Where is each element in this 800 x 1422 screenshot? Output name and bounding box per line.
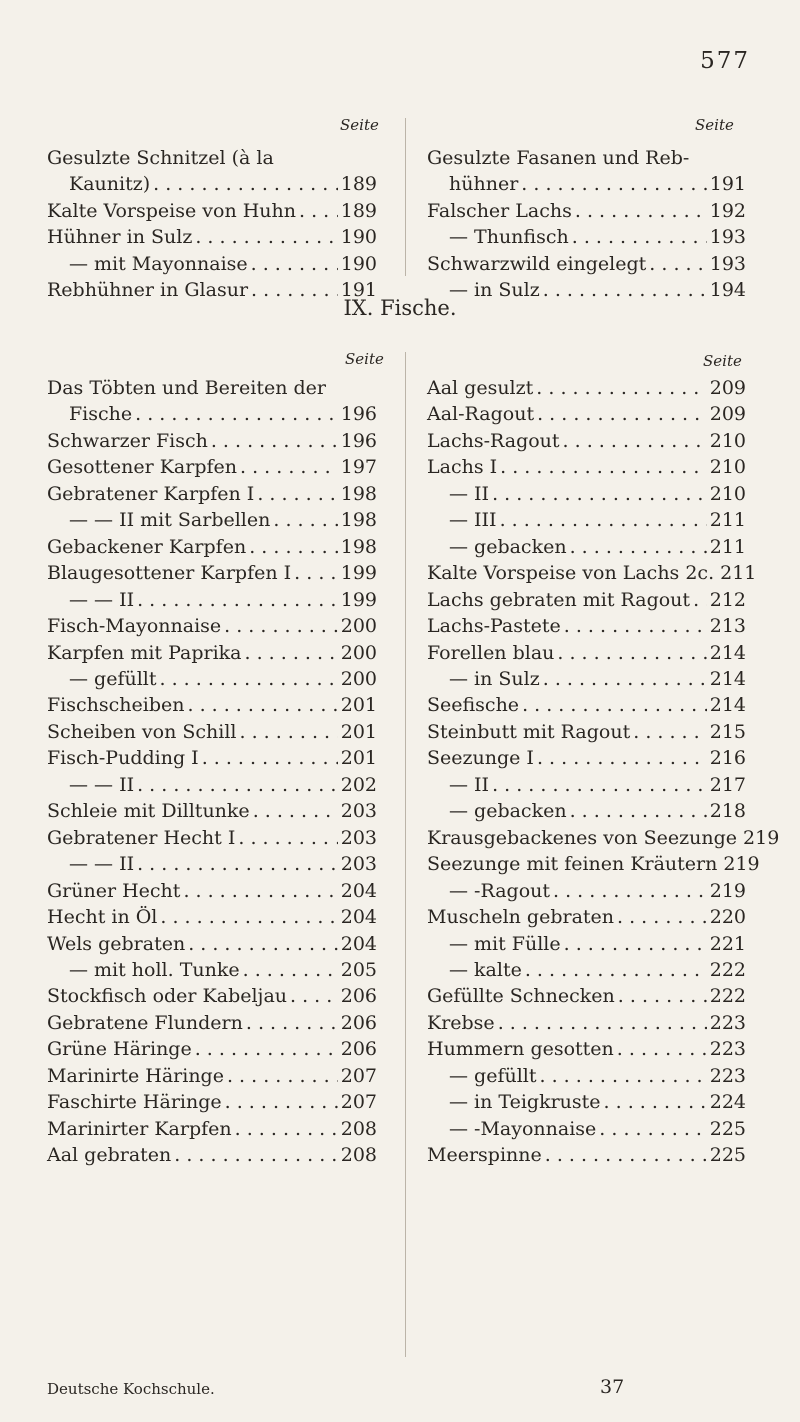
index-entry <box>427 401 746 427</box>
dot-leader <box>137 851 338 877</box>
entry-page: 203 <box>340 826 377 849</box>
index-entry <box>47 401 377 427</box>
index-entry <box>47 772 377 798</box>
entry-page: 210 <box>709 429 746 452</box>
dot-leader <box>187 692 337 718</box>
entry-title: — -Ragout <box>449 879 551 902</box>
index-entry <box>427 825 780 851</box>
entry-page: 190 <box>340 226 377 249</box>
top-column-divider <box>405 118 406 276</box>
dot-leader <box>202 745 338 771</box>
dot-leader <box>617 1036 707 1062</box>
dot-leader <box>570 798 707 824</box>
entry-page: 221 <box>709 932 746 955</box>
index-entry <box>427 878 746 904</box>
index-entry <box>47 454 377 480</box>
entry-title: Seezunge mit feinen Kräutern <box>427 853 718 876</box>
entry-title: Grüne Häringe <box>47 1038 192 1061</box>
index-entry <box>47 481 377 507</box>
entry-title: Aal gebraten <box>47 1144 172 1167</box>
dot-leader <box>693 587 707 613</box>
entry-title: Lachs gebraten mit Ragout <box>427 588 691 611</box>
entry-title: Faschirte Häringe <box>47 1091 222 1114</box>
entry-page: 214 <box>709 641 746 664</box>
entry-title: Fische <box>69 403 133 426</box>
index-entry <box>427 560 757 586</box>
dot-leader <box>238 825 337 851</box>
entry-title: — in Sulz <box>449 279 540 302</box>
entry-title: Gesulzte Fasanen und Reb- <box>427 147 690 169</box>
entry-title: Das Töbten und Bereiten der <box>47 377 326 399</box>
entry-page: 218 <box>709 800 746 823</box>
dot-leader <box>500 507 707 533</box>
entry-page: 222 <box>709 985 746 1008</box>
index-entry <box>47 957 377 983</box>
dot-leader <box>575 198 707 224</box>
dot-leader <box>649 251 706 277</box>
entry-page: 217 <box>709 773 746 796</box>
dot-leader <box>498 1010 707 1036</box>
index-entry <box>47 560 377 586</box>
entry-page: 219 <box>743 826 780 849</box>
dot-leader <box>183 878 337 904</box>
index-entry <box>427 534 746 560</box>
index-entry <box>47 666 377 692</box>
entry-page: 223 <box>709 1064 746 1087</box>
index-entry <box>427 481 746 507</box>
index-entry <box>427 587 746 613</box>
index-entry <box>47 878 377 904</box>
entry-page: 211 <box>709 535 746 558</box>
index-entry <box>427 198 746 224</box>
entry-page: 201 <box>340 694 377 717</box>
index-entry <box>47 640 377 666</box>
entry-title: — in Teigkruste <box>449 1091 601 1114</box>
entry-page: 194 <box>709 279 746 302</box>
dot-leader <box>543 666 707 692</box>
entry-page: 199 <box>340 588 377 611</box>
entry-title: — gebacken <box>449 535 567 558</box>
index-entry <box>47 251 377 277</box>
entry-title: Blaugesottener Karpfen I <box>47 562 292 585</box>
entry-title: Kalte Vorspeise von Lachs 2c. <box>427 562 715 585</box>
index-entry <box>47 745 377 771</box>
entry-page: 193 <box>709 252 746 275</box>
dot-leader <box>246 1010 338 1036</box>
index-entry <box>427 798 746 824</box>
entry-title: Aal-Ragout <box>427 403 535 426</box>
entry-title: — gefüllt <box>449 1064 537 1087</box>
dot-leader <box>599 1116 706 1142</box>
entry-page: 216 <box>709 747 746 770</box>
entry-page: 205 <box>340 958 377 981</box>
entry-title: Krausgebackenes von Seezunge <box>427 826 738 849</box>
dot-leader <box>564 931 707 957</box>
entry-title: Falscher Lachs <box>427 199 572 222</box>
entry-page: 198 <box>340 535 377 558</box>
main-right-index <box>427 375 780 1169</box>
index-entry <box>427 251 746 277</box>
entry-title: — Thunfisch <box>449 226 569 249</box>
dot-leader <box>160 666 338 692</box>
entry-title: Gebackener Karpfen <box>47 535 247 558</box>
entry-title: Krebse <box>427 1011 495 1034</box>
entry-page: 204 <box>340 932 377 955</box>
dot-leader <box>188 931 338 957</box>
main-right-column-head: Seite <box>703 352 742 370</box>
dot-leader <box>160 904 337 930</box>
index-entry <box>427 957 746 983</box>
top-left-column-head: Seite <box>340 116 379 134</box>
dot-leader <box>525 957 707 983</box>
entry-title: Gebratene Flundern <box>47 1011 243 1034</box>
entry-title: Schwarzer Fisch <box>47 429 208 452</box>
index-entry <box>47 587 377 613</box>
index-entry <box>427 428 746 454</box>
entry-title: — — II <box>69 588 135 611</box>
entry-page: 215 <box>709 720 746 743</box>
entry-title: — III <box>449 509 497 532</box>
entry-page: 214 <box>709 667 746 690</box>
entry-title: Karpfen mit Paprika <box>47 641 242 664</box>
dot-leader <box>617 904 707 930</box>
entry-page: 214 <box>709 694 746 717</box>
dot-leader <box>273 507 337 533</box>
index-entry <box>47 375 377 401</box>
dot-leader <box>537 401 707 427</box>
entry-page: 203 <box>340 853 377 876</box>
index-entry <box>427 1036 746 1062</box>
entry-page: 193 <box>709 226 746 249</box>
entry-title: Lachs-Pastete <box>427 615 561 638</box>
index-entry <box>47 198 377 224</box>
index-entry <box>427 1063 746 1089</box>
dot-leader <box>235 1116 338 1142</box>
entry-title: Gesottener Karpfen <box>47 456 238 479</box>
entry-page: 210 <box>709 456 746 479</box>
entry-page: 189 <box>340 199 377 222</box>
dot-leader <box>257 481 337 507</box>
entry-page: 206 <box>340 1011 377 1034</box>
dot-leader <box>211 428 338 454</box>
entry-title: — in Sulz <box>449 667 540 690</box>
index-entry <box>47 1063 377 1089</box>
dot-leader <box>522 692 707 718</box>
dot-leader <box>195 224 337 250</box>
entry-page: 219 <box>723 853 760 876</box>
entry-title: — — II <box>69 853 135 876</box>
entry-title: hühner <box>449 173 519 196</box>
main-left-column-head: Seite <box>345 350 384 368</box>
index-entry <box>47 1142 377 1168</box>
dot-leader <box>251 251 338 277</box>
index-entry <box>47 224 377 250</box>
top-left-index <box>47 145 377 304</box>
dot-leader <box>570 534 707 560</box>
index-entry <box>47 428 377 454</box>
entry-page: 220 <box>709 906 746 929</box>
entry-page: 212 <box>709 588 746 611</box>
entry-title: — kalte <box>449 958 522 981</box>
book-title-footer: Deutsche Kochschule. <box>47 1380 215 1398</box>
dot-leader <box>135 401 338 427</box>
dot-leader <box>492 481 707 507</box>
dot-leader <box>618 983 707 1009</box>
main-column-divider <box>405 352 406 1357</box>
index-entry <box>47 798 377 824</box>
entry-page: 211 <box>709 509 746 532</box>
entry-title: — mit holl. Tunke <box>69 958 240 981</box>
dot-leader <box>243 957 338 983</box>
entry-page: 198 <box>340 509 377 532</box>
entry-title: — — II mit Sarbellen <box>69 509 271 532</box>
dot-leader <box>224 613 338 639</box>
index-entry <box>427 772 746 798</box>
dot-leader <box>521 171 706 197</box>
entry-title: Scheiben von Schill <box>47 720 237 743</box>
entry-page: 192 <box>709 199 746 222</box>
dot-leader <box>294 560 338 586</box>
index-entry <box>427 507 746 533</box>
dot-leader <box>553 878 707 904</box>
main-left-index <box>47 375 377 1169</box>
index-entry <box>427 375 746 401</box>
entry-title: Hecht in Öl <box>47 906 158 929</box>
entry-title: Fischscheiben <box>47 694 185 717</box>
entry-title: Marinirter Karpfen <box>47 1117 232 1140</box>
dot-leader <box>500 454 707 480</box>
index-entry <box>427 931 746 957</box>
entry-page: 204 <box>340 906 377 929</box>
dot-leader <box>239 719 337 745</box>
entry-page: 196 <box>340 403 377 426</box>
index-entry <box>47 613 377 639</box>
entry-title: Stockfisch oder Kabeljau <box>47 985 288 1008</box>
entry-page: 225 <box>709 1117 746 1140</box>
entry-title: Gesulzte Schnitzel (à la <box>47 147 274 169</box>
entry-page: 224 <box>709 1091 746 1114</box>
dot-leader <box>174 1142 337 1168</box>
dot-leader <box>633 719 707 745</box>
entry-title: Kaunitz) <box>69 173 151 196</box>
index-entry <box>47 719 377 745</box>
entry-title: Rebhühner in Glasur <box>47 279 249 302</box>
index-entry <box>427 454 746 480</box>
dot-leader <box>557 640 706 666</box>
dot-leader <box>492 772 707 798</box>
entry-page: 208 <box>340 1144 377 1167</box>
entry-page: 206 <box>340 985 377 1008</box>
index-entry <box>47 851 377 877</box>
index-entry <box>427 1116 746 1142</box>
entry-page: 191 <box>709 173 746 196</box>
entry-page: 201 <box>340 747 377 770</box>
entry-page: 204 <box>340 879 377 902</box>
entry-page: 189 <box>340 173 377 196</box>
entry-title: Lachs I <box>427 456 498 479</box>
index-entry <box>47 507 377 533</box>
dot-leader <box>225 1089 338 1115</box>
entry-page: 199 <box>340 562 377 585</box>
index-entry <box>47 1010 377 1036</box>
entry-page: 191 <box>340 279 377 302</box>
dot-leader <box>227 1063 338 1089</box>
index-entry <box>427 613 746 639</box>
entry-title: Hummern gesotten <box>427 1038 614 1061</box>
entry-page: 209 <box>709 377 746 399</box>
index-entry <box>47 825 377 851</box>
entry-title: — — II <box>69 773 135 796</box>
entry-title: Grüner Hecht <box>47 879 181 902</box>
page-number: 577 <box>700 48 750 74</box>
entry-title: Schleie mit Dilltunke <box>47 800 250 823</box>
top-right-index <box>427 145 746 304</box>
entry-page: 209 <box>709 403 746 426</box>
entry-title: Fisch-Mayonnaise <box>47 615 222 638</box>
index-entry <box>427 692 746 718</box>
index-entry <box>427 904 746 930</box>
dot-leader <box>137 772 338 798</box>
index-entry <box>47 1089 377 1115</box>
entry-title: — gefüllt <box>69 667 157 690</box>
dot-leader <box>536 375 706 401</box>
entry-title: — mit Mayonnaise <box>69 252 248 275</box>
index-entry <box>427 745 746 771</box>
entry-page: 198 <box>340 482 377 505</box>
entry-title: Seezunge I <box>427 747 534 770</box>
dot-leader <box>153 171 338 197</box>
index-entry <box>47 983 377 1009</box>
dot-leader <box>137 587 338 613</box>
entry-title: Kalte Vorspeise von Huhn <box>47 199 297 222</box>
dot-leader <box>540 1063 707 1089</box>
index-entry <box>427 145 746 171</box>
entry-page: 200 <box>340 615 377 638</box>
entry-page: 207 <box>340 1091 377 1114</box>
index-entry <box>427 1089 746 1115</box>
index-entry <box>47 692 377 718</box>
index-entry <box>47 534 377 560</box>
entry-page: 203 <box>340 800 377 823</box>
entry-page: 211 <box>720 562 757 585</box>
entry-title: Marinirte Häringe <box>47 1064 224 1087</box>
index-entry <box>427 719 746 745</box>
entry-title: Steinbutt mit Ragout <box>427 720 631 743</box>
entry-title: Fisch-Pudding I <box>47 747 199 770</box>
entry-title: Lachs-Ragout <box>427 429 560 452</box>
entry-page: 223 <box>709 1038 746 1061</box>
index-entry <box>47 904 377 930</box>
entry-page: 225 <box>709 1144 746 1167</box>
entry-page: 207 <box>340 1064 377 1087</box>
index-entry <box>47 1036 377 1062</box>
index-entry <box>47 931 377 957</box>
index-entry <box>47 171 377 197</box>
entry-title: Seefische <box>427 694 520 717</box>
dot-leader <box>299 198 338 224</box>
entry-title: — II <box>449 482 490 505</box>
index-entry <box>47 1116 377 1142</box>
index-entry <box>427 1142 746 1168</box>
section-title: IX. Fische. <box>343 296 457 320</box>
entry-page: 190 <box>340 252 377 275</box>
entry-page: 222 <box>709 958 746 981</box>
entry-title: — II <box>449 773 490 796</box>
entry-page: 210 <box>709 482 746 505</box>
index-entry <box>427 851 760 877</box>
entry-page: 200 <box>340 641 377 664</box>
entry-page: 208 <box>340 1117 377 1140</box>
index-entry <box>427 1010 746 1036</box>
dot-leader <box>240 454 338 480</box>
entry-title: — gebacken <box>449 800 567 823</box>
entry-title: Gebratener Hecht I <box>47 826 236 849</box>
entry-page: 196 <box>340 429 377 452</box>
dot-leader <box>195 1036 338 1062</box>
entry-page: 223 <box>709 1011 746 1034</box>
dot-leader <box>253 798 338 824</box>
index-entry <box>427 171 746 197</box>
entry-title: Wels gebraten <box>47 932 186 955</box>
index-entry <box>427 983 746 1009</box>
dot-leader <box>245 640 338 666</box>
entry-title: Meerspinne <box>427 1144 542 1167</box>
entry-page: 201 <box>340 720 377 743</box>
dot-leader <box>249 534 338 560</box>
dot-leader <box>572 224 707 250</box>
index-entry <box>47 145 377 171</box>
entry-page: 200 <box>340 667 377 690</box>
entry-page: 202 <box>340 773 377 796</box>
entry-title: Gefüllte Schnecken <box>427 985 615 1008</box>
entry-title: — -Mayonnaise <box>449 1117 597 1140</box>
entry-page: 197 <box>340 456 377 479</box>
dot-leader <box>290 983 338 1009</box>
entry-title: — mit Fülle <box>449 932 561 955</box>
entry-title: Gebratener Karpfen I <box>47 482 255 505</box>
dot-leader <box>545 1142 707 1168</box>
entry-title: Forellen blau <box>427 641 555 664</box>
top-right-column-head: Seite <box>695 116 734 134</box>
index-entry <box>427 224 746 250</box>
entry-title: Schwarzwild eingelegt <box>427 252 647 275</box>
entry-page: 219 <box>709 879 746 902</box>
entry-title: Muscheln gebraten <box>427 906 615 929</box>
dot-leader <box>537 745 707 771</box>
entry-page: 206 <box>340 1038 377 1061</box>
dot-leader <box>563 428 707 454</box>
dot-leader <box>564 613 707 639</box>
dot-leader <box>604 1089 707 1115</box>
entry-page: 213 <box>709 615 746 638</box>
index-entry <box>427 666 746 692</box>
entry-title: Hühner in Sulz <box>47 226 193 249</box>
printer-signature: 37 <box>600 1376 625 1398</box>
entry-title: Aal gesulzt <box>427 377 534 399</box>
index-entry <box>427 640 746 666</box>
